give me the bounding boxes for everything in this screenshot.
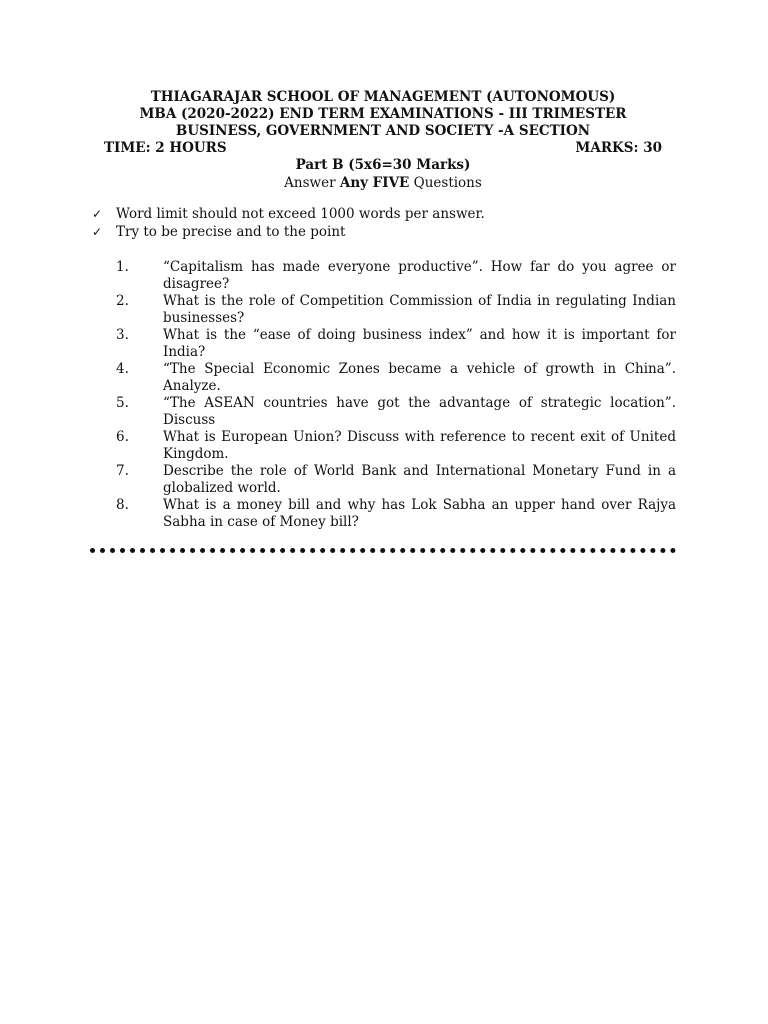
answer-instruction [90, 173, 676, 193]
checkmark-icon: ✓ [92, 224, 103, 239]
question-text: What is a money bill and why has Lok Sabha an upper hand over Rajya Sabha in case of Money bill? [163, 497, 676, 530]
question-number: 5. [116, 395, 129, 411]
question-number: 1. [116, 259, 129, 275]
question-text: “Capitalism has made everyone productive”. How far do you agree or disagree? [163, 259, 676, 292]
question-item [116, 497, 676, 531]
instruction-text: Word limit should not exceed 1000 words per answer. [116, 206, 485, 222]
question-text: What is European Union? Discuss with reference to recent exit of United Kingdom. [163, 429, 676, 462]
question-number: 3. [116, 327, 129, 343]
instruction-list [92, 206, 672, 241]
question-text: Describe the role of World Bank and International Monetary Fund in a globalized world. [163, 463, 676, 496]
answer-prefix: Answer [284, 175, 340, 191]
question-item [116, 463, 676, 497]
question-number: 8. [116, 497, 129, 513]
question-text: “The Special Economic Zones became a vehicle of growth in China”. Analyze. [163, 361, 676, 394]
question-item [116, 259, 676, 293]
checkmark-icon: ✓ [92, 207, 103, 221]
question-list [116, 259, 676, 531]
instruction-item [92, 206, 672, 224]
dotted-divider [90, 548, 676, 553]
exam-marks: MARKS: 30 [575, 140, 662, 156]
question-item [116, 293, 676, 327]
question-number: 7. [116, 463, 129, 479]
question-number: 6. [116, 429, 129, 445]
instruction-text: Try to be precise and to the point [116, 223, 346, 240]
part-title: Part B (5x6=30 Marks) [295, 157, 471, 173]
question-number: 2. [116, 293, 129, 309]
question-item [116, 429, 676, 463]
question-item [116, 361, 676, 395]
course-title: BUSINESS, GOVERNMENT AND SOCIETY -A SECTION [175, 123, 591, 139]
question-number: 4. [116, 361, 129, 377]
institution-title: THIAGARAJAR SCHOOL OF MANAGEMENT (AUTONOMOUS) [150, 89, 616, 105]
question-text: What is the “ease of doing business index” and how it is important for India? [163, 327, 676, 360]
question-item [116, 395, 676, 429]
answer-suffix: Questions [409, 175, 482, 191]
exam-title: MBA (2020-2022) END TERM EXAMINATIONS - III TRIMESTER [139, 106, 627, 122]
question-text: What is the role of Competition Commission of India in regulating Indian businesses? [163, 293, 676, 326]
exam-time: TIME: 2 HOURS [104, 140, 227, 156]
answer-count: Any FIVE [339, 175, 410, 191]
question-text: “The ASEAN countries have got the advantage of strategic location”. Discuss [163, 395, 676, 428]
instruction-item [92, 224, 672, 242]
question-item [116, 327, 676, 361]
